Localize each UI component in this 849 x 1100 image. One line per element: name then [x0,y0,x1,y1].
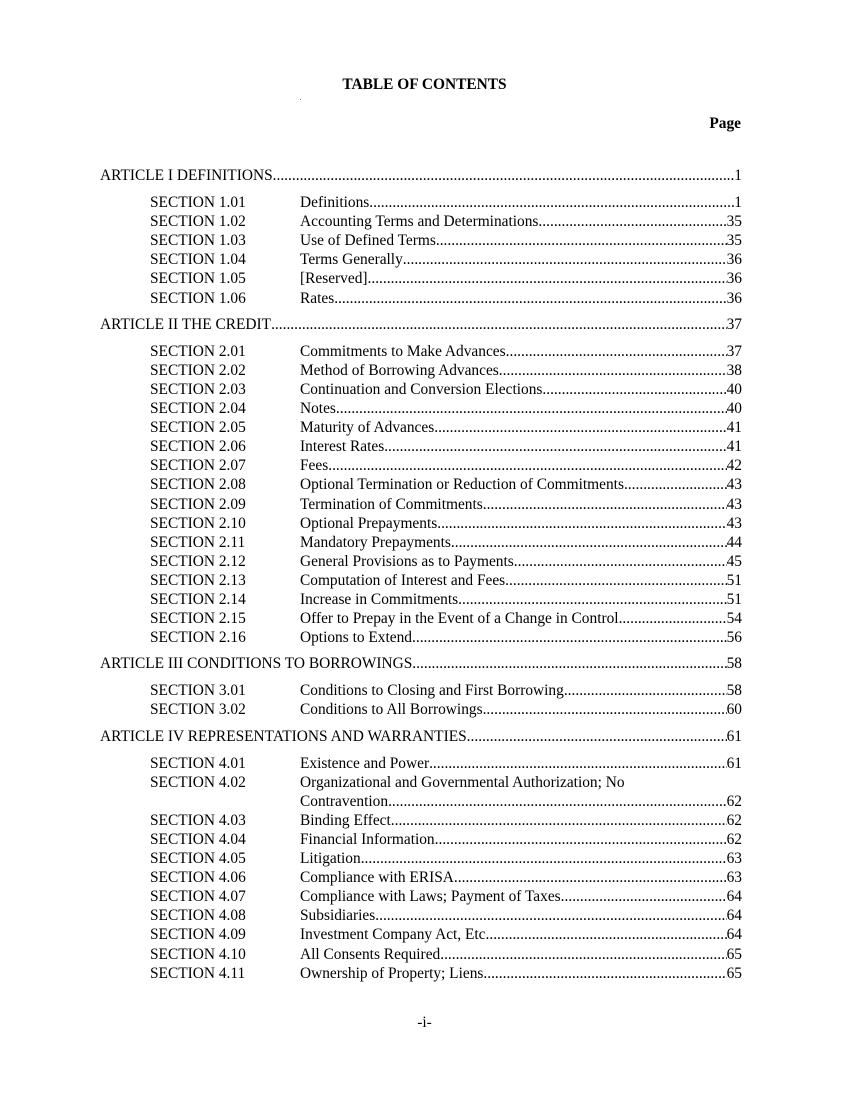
toc-section-row[interactable] [100,925,742,944]
toc-section-row[interactable] [100,773,742,811]
page-number: 43 [726,495,742,513]
article-heading: ARTICLE IV REPRESENTATIONS AND WARRANTIES [100,727,467,745]
page-number: 43 [726,514,742,532]
section-title: Optional Termination or Reduction of Commitments [300,476,624,494]
page-number: 36 [726,270,742,288]
toc-section-row[interactable] [100,533,742,552]
section-title: General Provisions as to Payments. [300,552,518,570]
article-heading-row[interactable] [100,315,742,334]
page-number: 60 [726,701,742,719]
page-number: 36 [726,289,742,307]
article-heading-row[interactable] [100,654,742,673]
section-title: Computation of Interest and Fees [300,571,506,589]
section-title: Interest Rates [300,438,385,456]
section-title-continued: Contravention [300,792,389,810]
section-number: SECTION 4.09 [150,926,246,944]
section-title: Existence and Power [300,754,430,772]
dot-leader [403,250,727,269]
section-title: Subsidiaries [300,907,376,925]
section-number: SECTION 4.03 [150,811,246,829]
toc-section-row[interactable] [100,906,742,925]
article-block [100,166,742,308]
page-number: 65 [726,945,742,963]
toc-section-row[interactable] [100,571,742,590]
page-number: 1 [734,194,742,212]
section-number: SECTION 2.13 [150,571,246,589]
dot-leader [384,437,726,456]
page-number: 1 [734,167,742,184]
section-number: SECTION 1.03 [150,232,246,250]
dot-leader [619,609,727,628]
toc-section-row[interactable] [100,849,742,868]
dot-leader [375,906,726,925]
dot-leader [436,231,727,250]
page-column-label: Page [709,115,741,132]
article-block [100,654,742,719]
section-number: SECTION 2.04 [150,400,246,418]
article-heading-row[interactable] [100,727,742,746]
section-title: Definitions [300,194,370,212]
page-number: 37 [726,342,742,360]
section-number: SECTION 4.10 [150,945,246,963]
toc-section-row[interactable] [100,830,742,849]
article-heading: ARTICLE II THE CREDIT [100,315,272,333]
toc-section-row[interactable] [100,193,742,212]
section-title: Increase in Commitments. [300,590,462,608]
page-number: 41 [726,419,742,437]
dot-leader [368,269,727,288]
page-number: 65 [726,964,742,982]
page-number: 40 [726,380,742,398]
section-title: Organizational and Governmental Authorization; No [300,773,625,791]
section-number: SECTION 1.02 [150,213,246,231]
section-number: SECTION 3.01 [150,682,246,700]
section-title: Financial Information [300,831,435,848]
dot-leader [483,495,727,514]
table-of-contents [100,166,742,983]
toc-section-row[interactable] [100,887,742,906]
section-number: SECTION 1.04 [150,251,246,269]
dot-leader [435,830,727,849]
section-title: Rates [300,289,335,307]
section-number: SECTION 2.12 [150,552,246,570]
toc-section-row[interactable] [100,945,742,964]
section-title: Ownership of Property; Liens [300,964,484,982]
page-number: 43 [726,476,742,494]
toc-section-row[interactable] [100,399,742,418]
toc-section-row[interactable] [100,250,742,269]
dot-leader [332,456,727,475]
toc-section-row[interactable] [100,212,742,231]
dot-leader [416,628,727,647]
section-number: SECTION 2.14 [150,590,246,608]
page-number: 62 [726,792,742,810]
dot-leader [412,654,726,673]
toc-section-row[interactable] [100,868,742,887]
section-number: SECTION 4.07 [150,888,246,906]
section-title: Investment Company Act, Etc [300,926,486,944]
dot-leader [509,342,726,361]
toc-section-row[interactable] [100,475,742,494]
section-title: [Reserved] [300,270,368,288]
section-number: SECTION 2.16 [150,629,246,647]
dot-leader [483,700,727,719]
section-number: SECTION 2.10 [150,514,246,532]
section-title: Binding Effect [300,811,391,829]
toc-section-row[interactable] [100,437,742,456]
toc-section-row[interactable] [100,456,742,475]
toc-section-row[interactable] [100,681,742,700]
page-number: 35 [726,232,742,250]
toc-section-row[interactable] [100,380,742,399]
toc-section-row[interactable] [100,609,742,628]
toc-section-row[interactable] [100,700,742,719]
section-title: Notes [300,400,336,418]
article-heading-row[interactable] [100,166,742,185]
dot-leader [564,681,727,700]
section-number: SECTION 2.11 [150,533,246,551]
section-title: Terms Generally [300,251,403,269]
toc-section-row[interactable] [100,514,742,533]
dot-leader [388,792,727,811]
page-number: 35 [726,213,742,231]
section-number: SECTION 4.08 [150,907,246,925]
dot-leader [454,868,727,887]
dot-leader [503,361,727,380]
section-title: Fees. [300,457,333,475]
toc-section-row[interactable] [100,754,742,773]
section-number: SECTION 4.01 [150,754,246,772]
article-heading: ARTICLE III CONDITIONS TO BORROWINGS [100,655,413,673]
section-number: SECTION 4.02 [150,773,246,791]
toc-section-row[interactable] [100,628,742,647]
dot-leader [429,754,727,773]
page-number: 44 [726,533,742,551]
section-number: SECTION 4.05 [150,850,246,868]
toc-section-row[interactable] [100,552,742,571]
page-number: 61 [726,727,742,745]
page-number: 56 [726,629,742,647]
page-number: 63 [726,850,742,868]
section-title: Compliance with Laws; Payment of Taxes [300,888,561,906]
page-number: 63 [726,869,742,887]
dot-leader [334,289,726,308]
section-title: Options to Extend. [300,629,416,647]
dot-leader [505,571,726,590]
section-title: Accounting Terms and Determinations [300,213,539,231]
dot-leader [271,315,727,334]
section-title: Continuation and Conversion Elections [300,380,543,398]
section-number: SECTION 2.03 [150,380,246,398]
section-title: Mandatory Prepayments. [300,533,455,551]
page-number: 40 [726,400,742,418]
dot-leader [518,552,727,571]
dot-leader [273,166,735,185]
article-block [100,315,742,648]
page-number: 51 [726,571,742,589]
section-number: SECTION 1.05 [150,270,246,288]
section-title: All Consents Required [300,945,441,963]
dot-leader [455,533,727,552]
section-title: Conditions to All Borrowings [300,701,483,719]
stray-mark [300,99,301,100]
page-number: 41 [726,438,742,456]
section-number: SECTION 3.02 [150,701,246,719]
page-title: TABLE OF CONTENTS [342,76,507,93]
section-number: SECTION 2.02 [150,361,246,379]
dot-leader [542,380,726,399]
dot-leader [361,849,727,868]
section-number: SECTION 4.06 [150,869,246,887]
section-number: SECTION 1.01 [150,194,246,212]
toc-section-row[interactable] [100,418,742,437]
dot-leader [440,945,726,964]
dot-leader [467,727,727,746]
dot-leader [369,193,734,212]
dot-leader [486,925,727,944]
page-number: 36 [726,251,742,269]
toc-section-row[interactable] [100,342,742,361]
page-number: 51 [726,590,742,608]
toc-section-row[interactable] [100,590,742,609]
section-title: Use of Defined Terms [300,232,436,250]
dot-leader [434,418,726,437]
toc-section-row[interactable] [100,495,742,514]
page-number: 61 [726,754,742,772]
toc-section-row[interactable] [100,811,742,830]
section-title: Termination of Commitments [300,495,483,513]
section-number: SECTION 2.08 [150,476,246,494]
dot-leader [538,212,726,231]
page-number: 58 [726,682,742,700]
section-number: SECTION 4.11 [150,964,246,982]
section-number: SECTION 1.06 [150,289,246,307]
dot-leader [624,475,727,494]
section-title: Offer to Prepay in the Event of a Change in Control [300,610,619,628]
dot-leader [561,887,727,906]
page-number: 37 [726,315,742,333]
section-title: Litigation [300,850,361,868]
section-number: SECTION 2.05 [150,419,246,437]
section-title: Optional Prepayments. [300,514,442,532]
section-title: Commitments to Make Advances. [300,342,510,360]
toc-section-row[interactable] [100,269,742,288]
section-number: SECTION 2.09 [150,495,246,513]
section-title: Compliance with ERISA [300,869,454,887]
page-number: 64 [726,926,742,944]
dot-leader [483,964,726,983]
section-number: SECTION 2.01 [150,342,246,360]
section-title: Conditions to Closing and First Borrowing [300,682,564,700]
dot-leader [441,514,727,533]
page-number: 64 [726,888,742,906]
toc-section-row[interactable] [100,964,742,983]
page-number: 58 [726,655,742,673]
page-number: 62 [726,811,742,829]
article-block [100,727,742,983]
page-number: 38 [726,361,742,379]
dot-leader [462,590,727,609]
section-title: Method of Borrowing Advances. [300,361,503,379]
dot-leader [336,399,727,418]
page-number: 62 [726,831,742,848]
section-number: SECTION 2.07 [150,457,246,475]
page-number: 64 [726,907,742,925]
section-number: SECTION 2.15 [150,610,246,628]
dot-leader [391,811,727,830]
section-number: SECTION 2.06 [150,438,246,456]
page-number: 42 [726,457,742,475]
section-number: SECTION 4.04 [150,831,246,848]
toc-section-row[interactable] [100,361,742,380]
toc-section-row[interactable] [100,289,742,308]
section-title: Maturity of Advances [300,419,435,437]
page-number: 45 [726,552,742,570]
article-heading: ARTICLE I DEFINITIONS [100,167,273,184]
toc-section-row[interactable] [100,231,742,250]
footer-page-number: -i- [417,1014,432,1031]
page-number: 54 [726,610,742,628]
